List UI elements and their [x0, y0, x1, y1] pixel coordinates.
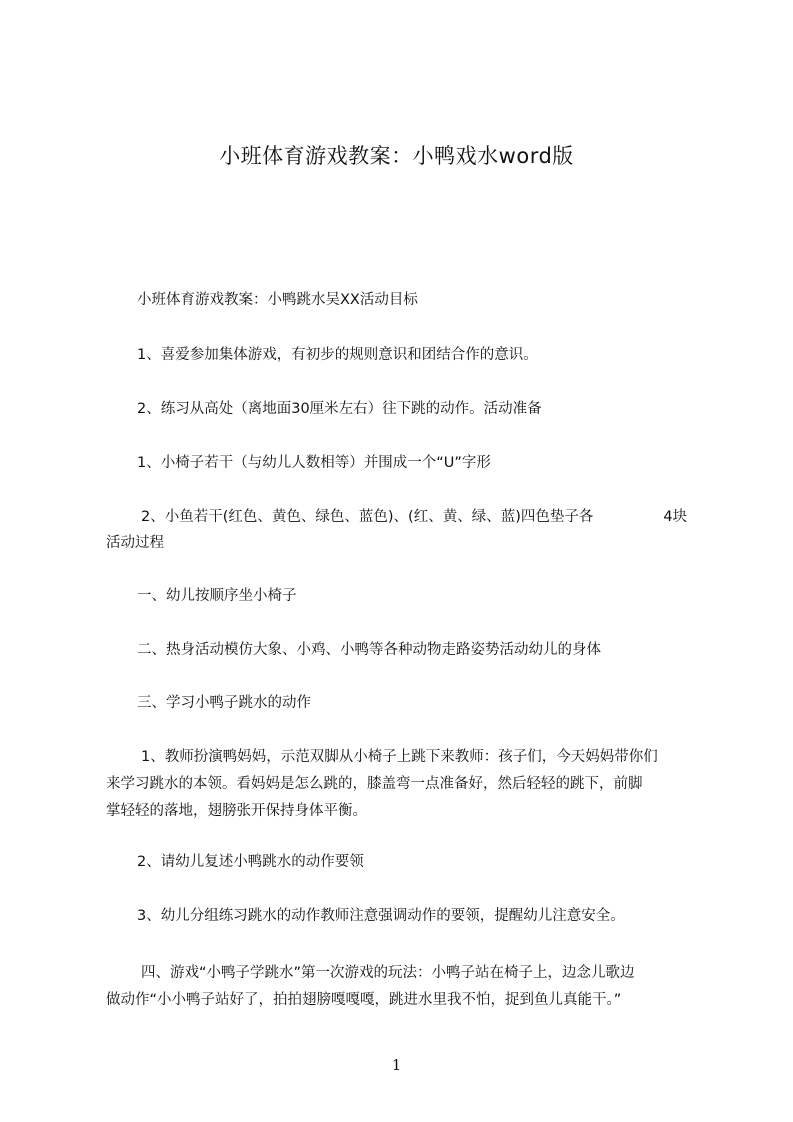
detail-line-2: 来学习跳水的本领。看妈妈是怎么跳的，膝盖弯一点准备好，然后轻轻的跳下，前脚 — [106, 776, 643, 792]
game-line-1: 四、游戏“小鸭子学跳水”第一次游戏的玩法：小鸭子站在椅子上，边念儿歌边 — [141, 965, 635, 981]
paragraph-intro: 小班体育游戏教案：小鸭跳水吴XX活动目标 — [137, 292, 418, 308]
paragraph-goal-2: 2、练习从高处（离地面30厘米左右）往下跳的动作。活动准备 — [137, 401, 542, 417]
paragraph-prep-1: 1、小椅子若干（与幼儿人数相等）并围成一个“U”字形 — [137, 455, 491, 471]
detail-line-3: 掌轻轻的落地，翅膀张开保持身体平衡。 — [106, 803, 367, 819]
paragraph-game — [106, 960, 716, 1014]
paragraph-step-3: 三、学习小鸭子跳水的动作 — [137, 695, 311, 711]
page-number: 1 — [391, 1056, 402, 1074]
paragraph-step-3-3: 3、幼儿分组练习跳水的动作教师注意强调动作的要领，提醒幼儿注意安全。 — [137, 908, 625, 924]
paragraph-step-3-2: 2、请幼儿复述小鸭跳水的动作要领 — [137, 854, 364, 870]
prep-2-count: 4块 — [663, 509, 688, 525]
detail-line-1: 1、教师扮演鸭妈妈，示范双脚从小椅子上跳下来教师：孩子们，今天妈妈带你们 — [141, 749, 658, 765]
document-title: 小班体育游戏教案：小鸭戏水word版 — [219, 144, 574, 168]
paragraph-goal-1: 1、喜爱参加集体游戏，有初步的规则意识和团结合作的意识。 — [137, 347, 538, 363]
prep-2-text: 2、小鱼若干(红色、黄色、绿色、蓝色)、(红、黄、绿、蓝)四色垫子各 — [141, 509, 594, 525]
paragraph-prep-2 — [106, 507, 706, 553]
paragraph-step-2: 二、热身活动模仿大象、小鸡、小鸭等各种动物走路姿势活动幼儿的身体 — [137, 642, 601, 658]
paragraph-step-1: 一、幼儿按顺序坐小椅子 — [137, 588, 297, 604]
section-process-heading: 活动过程 — [106, 535, 164, 551]
paragraph-step-3-detail — [106, 744, 716, 825]
game-line-2: 做动作“小小鸭子站好了，拍拍翅膀嘎嘎嘎，跳进水里我不怕，捉到鱼儿真能干。” — [106, 992, 622, 1008]
